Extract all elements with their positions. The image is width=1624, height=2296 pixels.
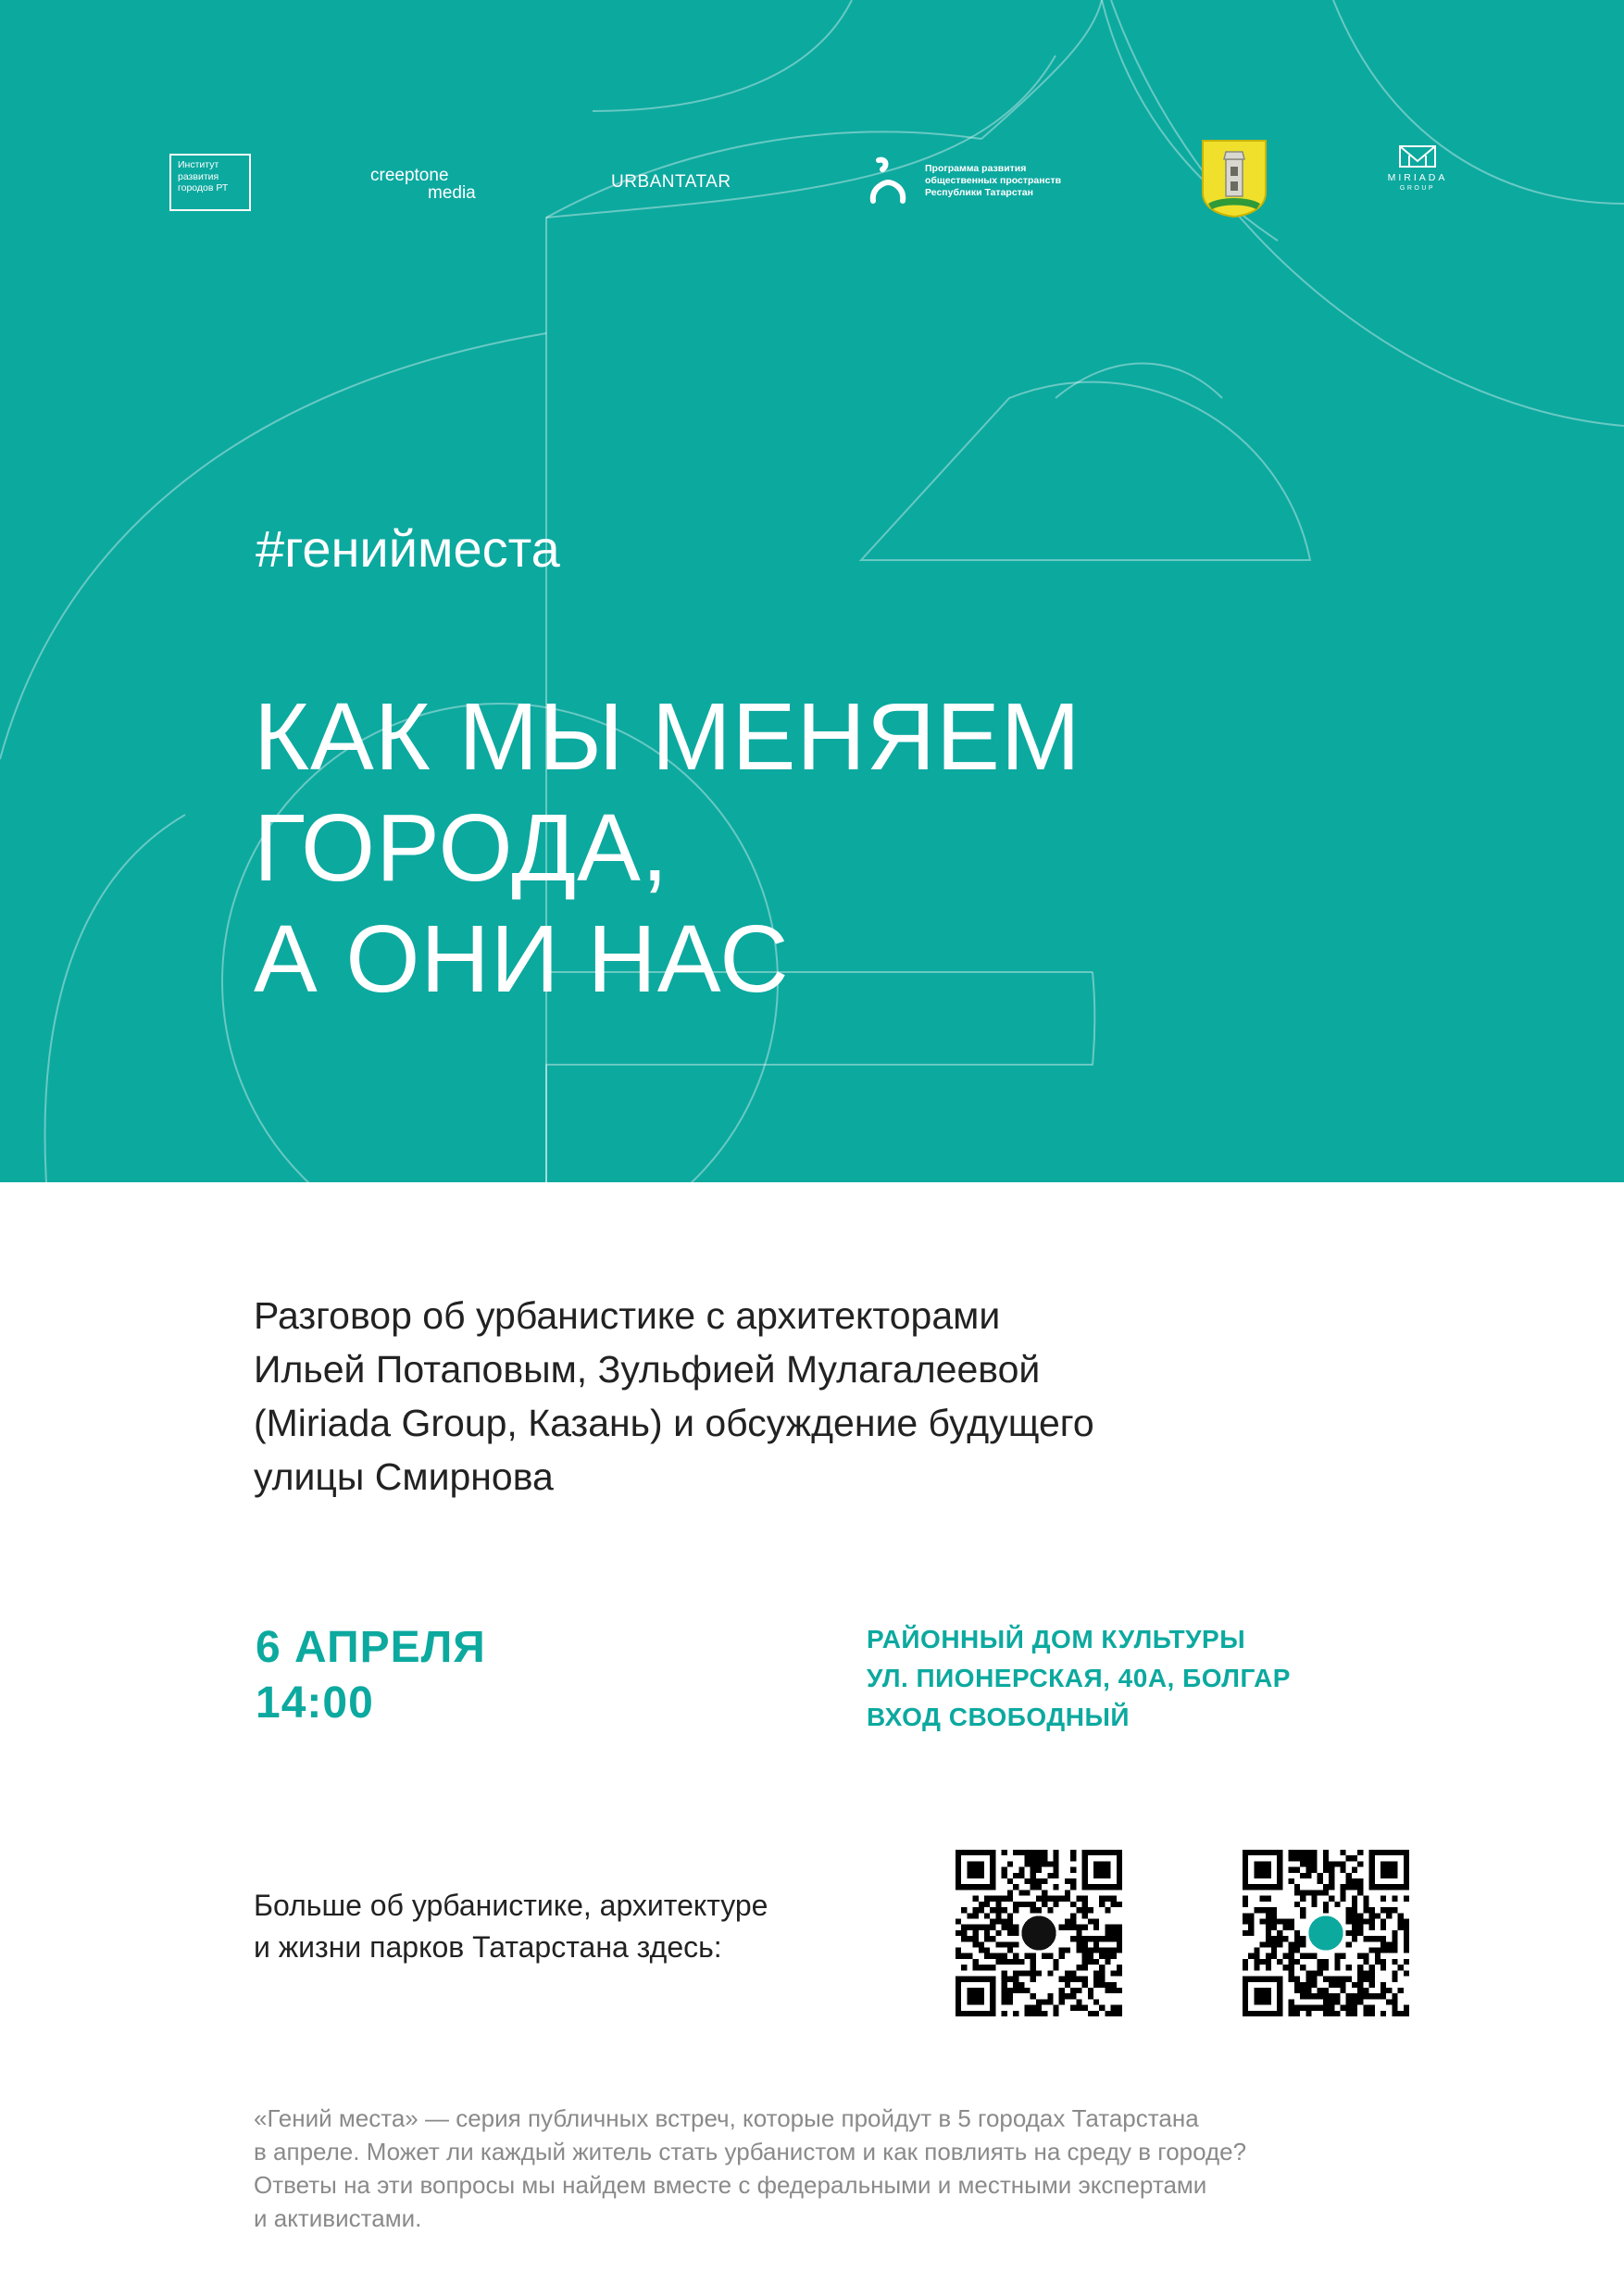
more-info-text [254,1885,768,1968]
institute-logo-line: городов РТ [178,182,229,193]
program-logo-line: Программа развития [925,163,1027,174]
description-line: Разговор об урбанистике с архитекторами [254,1294,1001,1337]
venue-line: УЛ. ПИОНЕРСКАЯ, 40А, БОЛГАР [867,1664,1291,1692]
miriada-logo-icon [1398,144,1437,168]
event-date: 6 АПРЕЛЯ [256,1623,486,1672]
creeptone-media-logo [370,167,476,202]
miriada-logo-sub: GROUP [1399,185,1436,192]
headline [254,681,1081,1015]
description-line: Ильей Потаповым, Зульфией Мулагалеевой [254,1348,1041,1391]
headline-line: А ОНИ НАС [254,905,790,1012]
program-logo-icon [1308,1915,1343,1950]
program-logo-line: общественных пространств [925,175,1062,186]
event-venue [867,1620,1291,1737]
venue-line: ВХОД СВОБОДНЫЙ [867,1703,1131,1731]
footnote-line: в апреле. Может ли каждый житель стать урбанистом и как повлиять на среду в городе? [254,2138,1247,2165]
event-description [254,1289,1346,1504]
creeptone-logo-line: creeptone [370,166,449,185]
institute-logo-line: Институт [178,159,219,170]
institute-logo-line: развития [178,170,219,182]
event-time: 14:00 [256,1678,374,1728]
telegram-qr-code[interactable] [956,1850,1122,2016]
creeptone-logo-line: media [428,183,476,203]
telegram-icon [1021,1915,1056,1950]
footnote-line: и активистами. [254,2204,422,2232]
footnote [254,2102,1246,2235]
program-qr-code[interactable] [1243,1850,1409,2016]
program-logo-icon [866,155,910,206]
footnote-line: «Гений места» — серия публичных встреч, которые пройдут в 5 городах Татарстана [254,2104,1199,2132]
more-info-line: и жизни парков Татарстана здесь: [254,1930,722,1964]
description-line: (Miriada Group, Казань) и обсуждение будущего [254,1402,1094,1444]
headline-line: ГОРОДА, [254,794,669,901]
hashtag: #генийместа [256,519,560,578]
miriada-group-logo [1387,144,1448,192]
institute-logo [169,154,251,211]
program-logo-line: Республики Татарстан [925,187,1033,198]
event-datetime [256,1620,486,1731]
venue-line: РАЙОННЫЙ ДОМ КУЛЬТУРЫ [867,1625,1246,1653]
description-line: улицы Смирнова [254,1455,554,1498]
coat-of-arms-icon [1201,139,1268,218]
footnote-line: Ответы на эти вопросы мы найдем вместе с федеральными и местными экспертами [254,2171,1207,2199]
urbantatar-logo: URBANTATAR [611,172,731,192]
miriada-logo-name: MIRIADA [1387,172,1448,183]
headline-line: КАК МЫ МЕНЯЕМ [254,683,1081,790]
more-info-line: Больше об урбанистике, архитектуре [254,1889,768,1922]
